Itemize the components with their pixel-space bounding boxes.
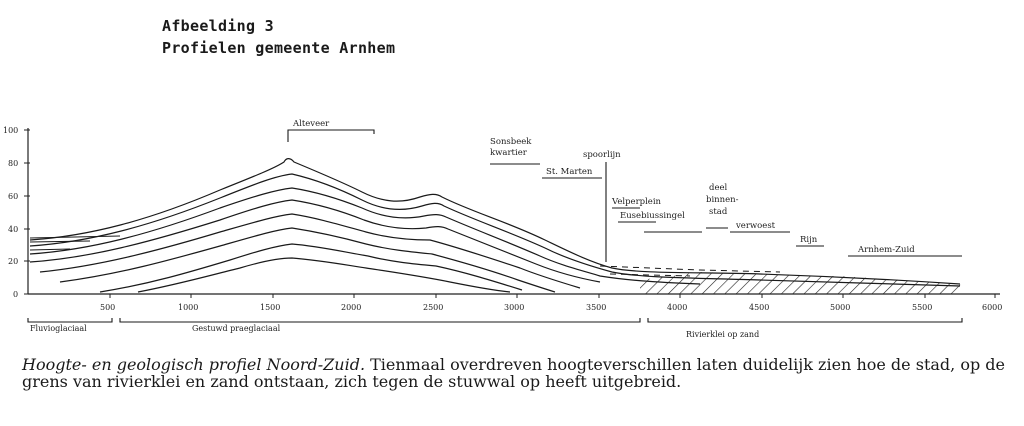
x-tick-label: 2000 [341,303,362,312]
zone-gestuwd-praeglaciaal: Gestuwd praeglaciaal [192,324,281,333]
place-brackets [288,130,962,262]
profile-lines [30,159,960,292]
x-tick-label: 5500 [912,303,933,312]
x-tick-label: 4000 [667,303,688,312]
profile-line [30,159,960,284]
x-tick-label: 500 [100,303,116,312]
profile-line [100,244,522,292]
x-tick-label: 3000 [504,303,525,312]
y-tick-label: 0 [13,290,19,299]
x-tick-label: 4500 [749,303,770,312]
y-tick-label: 80 [8,159,19,168]
x-tick-label: 6000 [982,303,1003,312]
y-tick-label: 40 [8,225,19,234]
label-kwartier: kwartier [490,148,527,158]
y-tick-label: 60 [8,192,19,201]
label-rijn: Rijn [800,235,818,245]
profile-line [138,258,510,292]
profile-line [30,174,960,286]
zone-rivierklei: Rivierklei op zand [686,330,760,339]
zone-brackets [28,318,962,322]
x-tick-label: 5000 [830,303,851,312]
x-tick-label: 2500 [423,303,444,312]
x-tick-label: 3500 [586,303,607,312]
figure-title: Profielen gemeente Arnhem [162,39,396,57]
x-tick-label: 1500 [260,303,281,312]
zone-fluvioglaciaal: Fluvioglaciaal [30,324,87,333]
label-velperplein: Velperplein [612,197,662,207]
y-ticks [24,130,30,294]
caption-title: Hoogte- en geologisch profiel Noord-Zuid. [22,355,366,374]
caption-text: Tienmaal overdreven hoogteverschillen laten duidelijk zien hoe de stad, op de grens van rivierklei en zand ontstaan, zich tegen de stuwwal op heeft uitgebreid. [22,355,1005,391]
figure-label: Afbeelding 3 [162,17,274,35]
label-sonsbeek: Sonsbeek [490,137,532,147]
label-eusebiussingel: Eusebiussingel [620,211,685,221]
label-alteveer: Alteveer [293,119,330,129]
label-arnhem-zuid: Arnhem-Zuid [858,245,915,255]
label-deel: deel [709,183,728,193]
label-binnen: binnen- [706,195,739,205]
label-spoorlijn: spoorlijn [583,150,621,160]
label-st-marten: St. Marten [546,167,593,177]
y-tick-label: 100 [3,126,19,135]
x-tick-label: 1000 [178,303,199,312]
label-stad: stad [709,207,728,217]
figure-caption [22,356,1012,390]
label-verwoest: verwoest [736,221,776,231]
y-tick-label: 20 [8,257,19,266]
